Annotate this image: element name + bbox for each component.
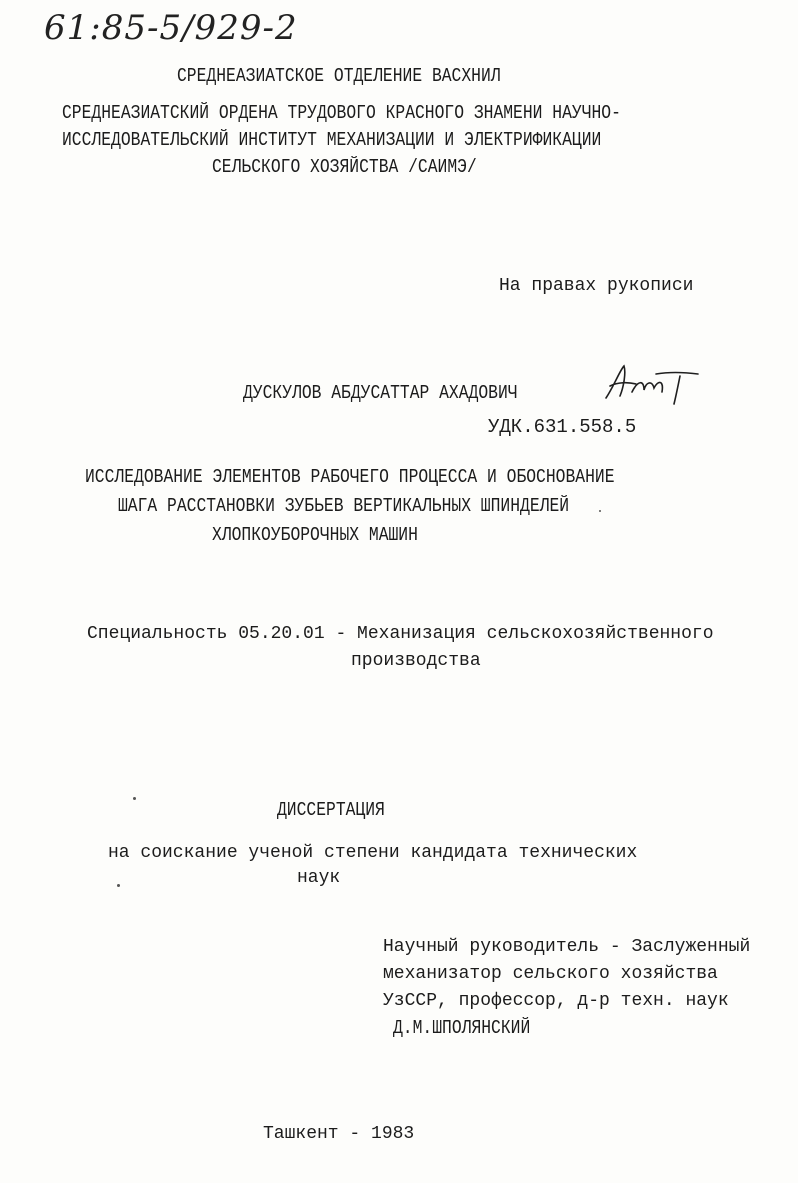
- dissertation-label: ДИССЕРТАЦИЯ: [277, 799, 385, 821]
- thesis-title-line-3: ХЛОПКОУБОРОЧНЫХ МАШИН: [212, 524, 418, 546]
- specialty-line-2: производства: [351, 651, 481, 671]
- specialty-line-1: Специальность 05.20.01 - Механизация сельскохозяйственного: [87, 624, 714, 644]
- thesis-title-line-2: ШАГА РАССТАНОВКИ ЗУБЬЕВ ВЕРТИКАЛЬНЫХ ШПИНДЕЛЕЙ: [118, 495, 570, 517]
- institute-line-1: СРЕДНЕАЗИАТСКИЙ ОРДЕНА ТРУДОВОГО КРАСНОГО ЗНАМЕНИ НАУЧНО-: [62, 102, 621, 124]
- rights-note: На правах рукописи: [499, 276, 694, 296]
- supervisor-line-3: УзССР, профессор, д-р техн. наук: [383, 991, 729, 1011]
- supervisor-line-2: механизатор сельского хозяйства: [383, 964, 718, 984]
- author-signature: [598, 358, 708, 408]
- supervisor-name: Д.М.ШПОЛЯНСКИЙ: [393, 1017, 531, 1039]
- supervisor-line-1: Научный руководитель - Заслуженный: [383, 937, 751, 957]
- degree-line-2: наук: [297, 868, 341, 888]
- thesis-title-line-1: ИССЛЕДОВАНИЕ ЭЛЕМЕНТОВ РАБОЧЕГО ПРОЦЕССА И ОБОСНОВАНИЕ: [85, 466, 615, 488]
- institute-line-3: СЕЛЬСКОГО ХОЗЯЙСТВА /САИМЭ/: [212, 156, 477, 178]
- division-heading: СРЕДНЕАЗИАТСКОЕ ОТДЕЛЕНИЕ ВАСХНИЛ: [177, 65, 501, 87]
- scan-speck: [133, 797, 136, 800]
- scan-speck: [117, 884, 120, 887]
- udk-code: УДК.631.558.5: [488, 416, 637, 438]
- institute-line-2: ИССЛЕДОВАТЕЛЬСКИЙ ИНСТИТУТ МЕХАНИЗАЦИИ И ЭЛЕКТРИФИКАЦИИ: [62, 129, 602, 151]
- handwritten-catalog-number: 61:85-5/929-2: [44, 8, 298, 48]
- scan-speck: [599, 510, 601, 512]
- degree-line-1: на соискание ученой степени кандидата технических: [108, 843, 638, 863]
- author-name: ДУСКУЛОВ АБДУСАТТАР АХАДОВИЧ: [243, 382, 518, 404]
- place-year: Ташкент - 1983: [263, 1124, 415, 1144]
